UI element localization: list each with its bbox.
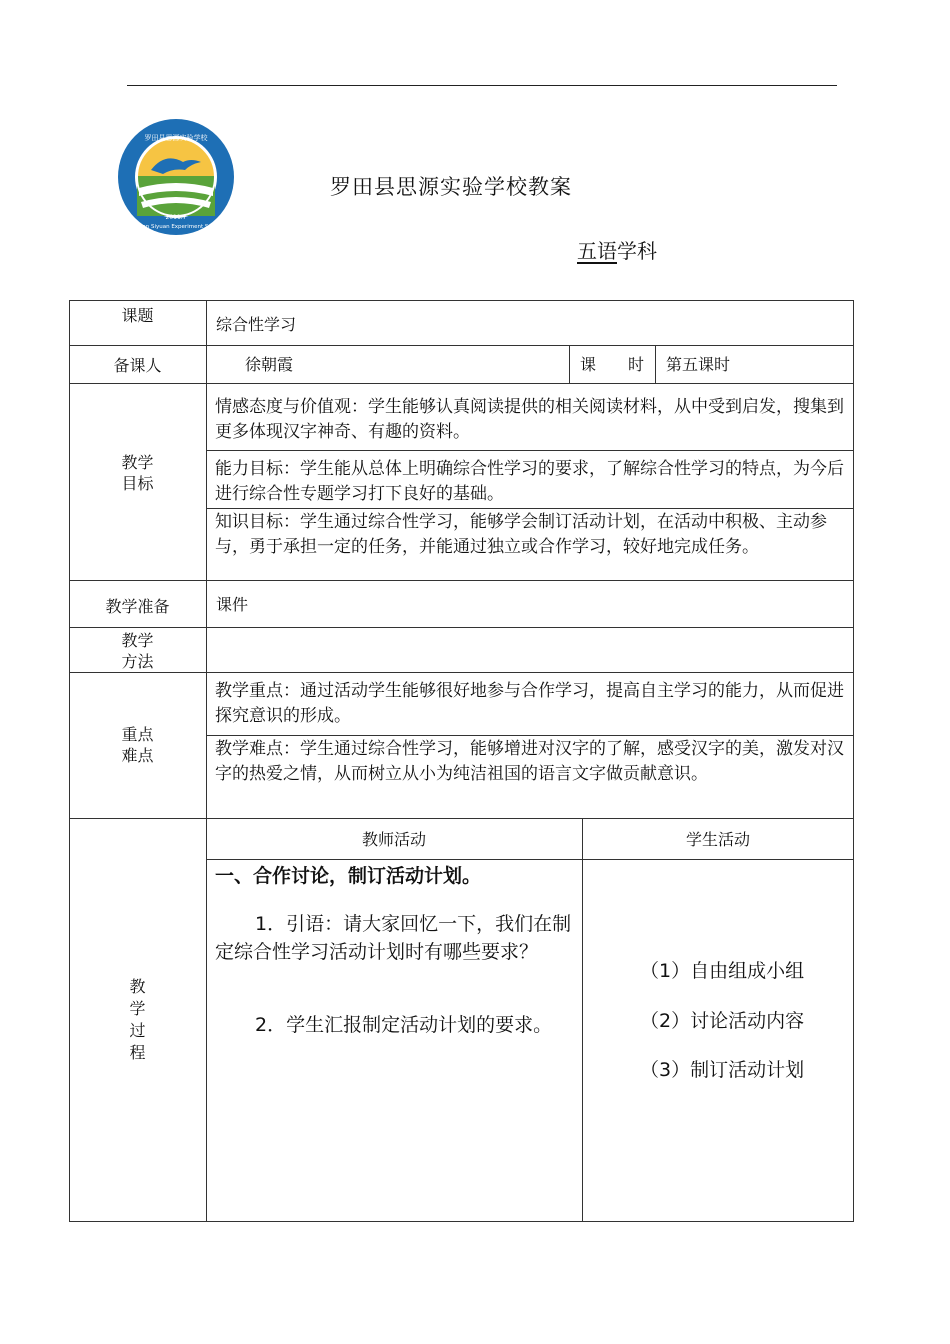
col-line [655, 345, 656, 383]
process-label-line: 教 [129, 977, 146, 996]
difficult-point: 教学难点：学生通过综合性学习，能够增进对汉字的了解，感受汉字的美，激发对汉字的热爱之情，从而树立从小为纯洁祖国的语言文字做贡献意识。 [215, 739, 844, 784]
col-line [206, 300, 207, 1222]
key-label-line: 难点 [121, 746, 154, 765]
goals-label-line: 目标 [121, 474, 154, 493]
col-line [569, 345, 570, 383]
school-title: 罗田县思源实验学校教案 [330, 175, 572, 199]
process-label [69, 976, 206, 1064]
prep-value: 课件 [216, 595, 249, 614]
teacher-paragraph-2: 2．学生汇报制定活动计划的要求。 [255, 1014, 553, 1036]
subject-line [577, 235, 657, 264]
key-point: 教学重点：通过活动学生能够很好地参与合作学习，提高自主学习的能力，从而促进探究意识的形成。 [215, 681, 844, 726]
row-line [206, 508, 854, 509]
student-item: （3）制订活动计划 [640, 1059, 805, 1081]
method-label-line: 教学 [121, 631, 154, 650]
row-line [206, 735, 854, 736]
process-label-line: 过 [129, 1021, 146, 1040]
period-label: 课 时 [580, 355, 645, 374]
section-title: 一、合作讨论，制订活动计划。 [215, 865, 482, 887]
row-line [69, 627, 854, 628]
subject-rest: 学科 [617, 239, 657, 263]
process-label-line: 学 [129, 999, 146, 1018]
goal-emotion: 情感态度与价值观：学生能够认真阅读提供的相关阅读材料，从中受到启发，搜集到更多体现汉字神奇、有趣的资料。 [215, 397, 844, 442]
goals-label-line: 教学 [121, 453, 154, 472]
process-label-line: 程 [129, 1043, 146, 1062]
goal-ability: 能力目标：学生能从总体上明确综合性学习的要求，了解综合性学习的特点，为今后进行综合性专题学习打下良好的基础。 [215, 459, 844, 504]
student-item: （1）自由组成小组 [640, 960, 805, 982]
student-col-header: 学生活动 [685, 830, 750, 849]
subject-underlined: 五语 [577, 239, 617, 263]
teacher-paragraph-1: 1．引语：请大家回忆一下，我们在制定综合性学习活动计划时有哪些要求？ [215, 913, 572, 963]
logo-year: 2011.7 [165, 214, 187, 221]
row-line [206, 859, 854, 860]
method-label-line: 方法 [121, 652, 154, 671]
topic-label: 课题 [121, 306, 154, 325]
period-value: 第五课时 [666, 355, 731, 374]
row-line [69, 345, 854, 346]
row-line [69, 818, 854, 819]
teacher-col-header: 教师活动 [361, 830, 426, 849]
preparer-value: 徐朝霞 [245, 355, 294, 374]
logo-text-top: 罗田县思源实验学校 [144, 134, 208, 142]
goals-label [69, 452, 206, 494]
row-line [69, 672, 854, 673]
row-line [69, 383, 854, 384]
header-rule [127, 85, 837, 86]
prep-label: 教学准备 [105, 597, 170, 616]
key-label [69, 724, 206, 766]
school-logo [117, 118, 235, 236]
row-line [69, 580, 854, 581]
method-label [69, 630, 206, 672]
goal-knowledge: 知识目标：学生通过综合性学习，能够学会制订活动计划，在活动中积极、主动参与，勇于承担一定的任务，并能通过独立或合作学习，较好地完成任务。 [215, 512, 827, 557]
student-item: （2）讨论活动内容 [640, 1010, 805, 1032]
preparer-label: 备课人 [113, 356, 162, 375]
logo-text-bottom: Luotian Siyuan Experiment School [128, 224, 224, 230]
col-line [582, 818, 583, 1222]
row-line [206, 450, 854, 451]
key-label-line: 重点 [121, 725, 154, 744]
topic-value: 综合性学习 [216, 315, 297, 334]
